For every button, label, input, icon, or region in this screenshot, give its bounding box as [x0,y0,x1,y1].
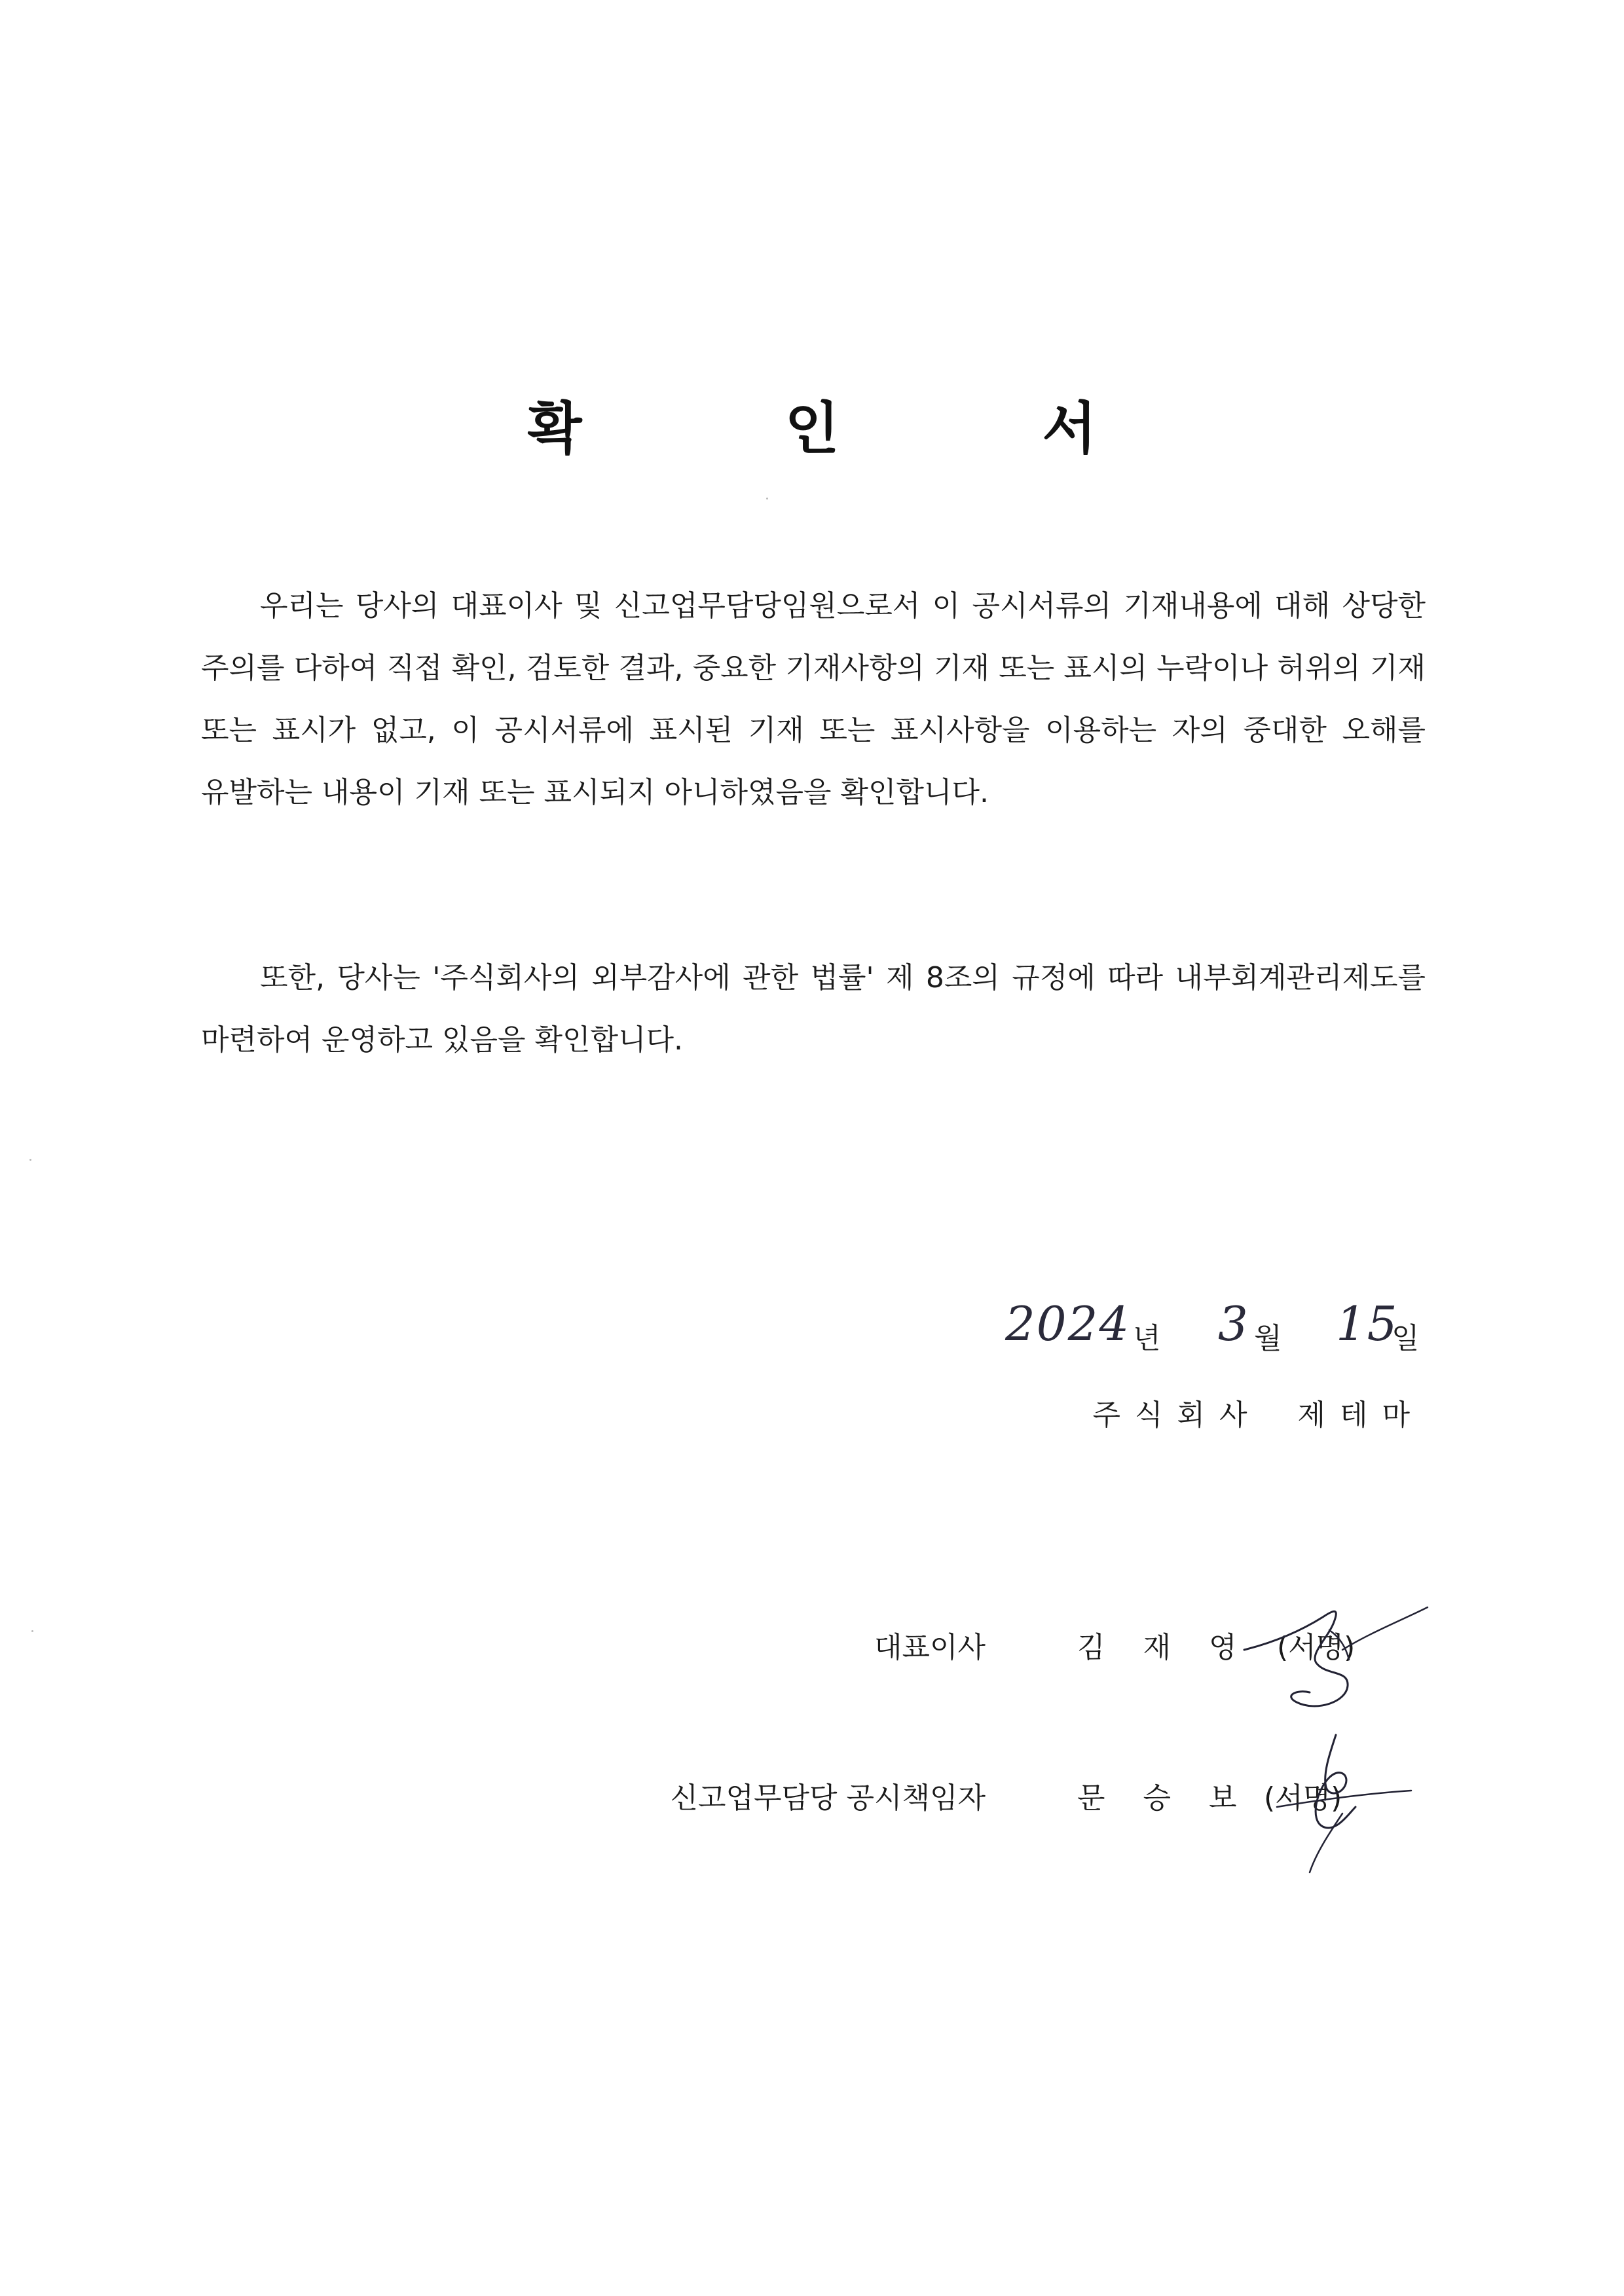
signatory-disclosure-role: 신고업무담당 공시책임자 [670,1781,986,1815]
company-prefix: 주식회사 [1092,1398,1262,1432]
signatory-ceo-name: 김 재 영 [1077,1631,1251,1664]
signatory-disclosure-sign-label: (서명) [1264,1781,1342,1815]
company-name [1092,1391,1424,1433]
signatory-disclosure-role-row [0,1774,986,1827]
signatory-disclosure-name: 문 승 보 [1077,1781,1251,1815]
date-month-unit: 월 [1254,1322,1282,1355]
scan-speck [31,1630,33,1632]
signatory-ceo-role: 대표이사 [874,1631,986,1664]
document-title: 확 인 서 [527,396,1189,462]
scan-speck [766,498,768,500]
company-title: 제테마 [1297,1398,1424,1432]
date-month-handwritten: 3 [1218,1296,1249,1351]
signatory-ceo-role-row [0,1624,986,1676]
scan-speck [29,1159,31,1161]
date-day-unit: 일 [1392,1322,1420,1355]
date-day-handwritten: 15 [1336,1296,1399,1351]
date-year-unit: 년 [1133,1322,1161,1355]
date-year-handwritten: 2024 [1005,1296,1131,1351]
internal-control-paragraph: 또한, 당사는 '주식회사의 외부감사에 관한 법률' 제 8조의 규정에 따라 내부회계관리제도를 마련하여 운영하고 있음을 확인합니다. [201,961,1426,1057]
signatory-ceo-sign-label: (서명) [1277,1631,1356,1664]
confirmation-paragraph: 우리는 당사의 대표이사 및 신고업무담당임원으로서 이 공시서류의 기재내용에 대해 상당한 주의를 다하여 직접 확인, 검토한 결과, 중요한 기재사항의 기재 또는 표시의 누락이나 허위의 기재 또는 표시가 없고, 이 공시서류에 표시된 기재 또는 표시사항을 이용하는 자의 중대한 오해를 유발하는 내용이 기재 또는 표시되지 아니하였음을 확인합니다. [201,589,1426,809]
